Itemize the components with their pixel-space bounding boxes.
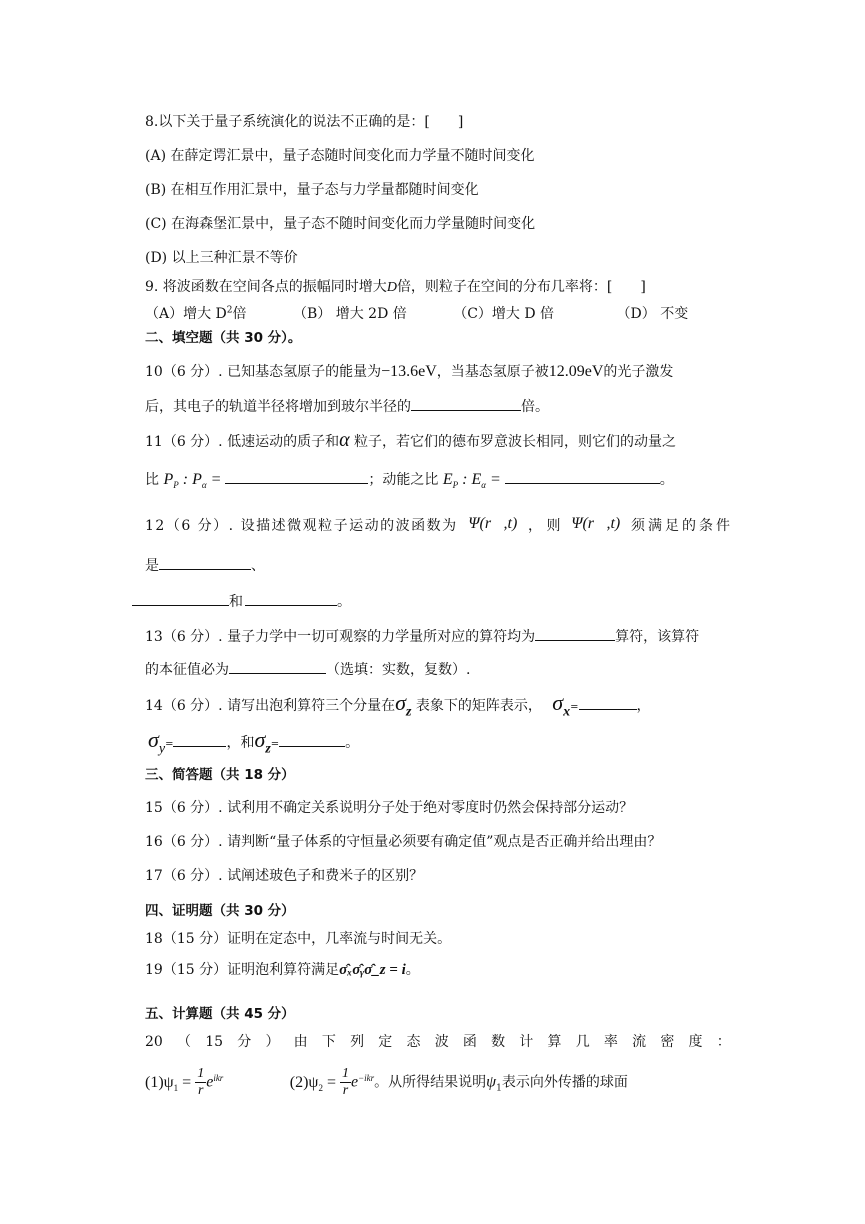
q20-tail-sub: 1 — [496, 1083, 502, 1094]
q9-stem-b: 倍，则粒子在空间的分布几率将：[ ] — [396, 279, 646, 295]
q14-sigma-x — [552, 690, 571, 720]
q20-word: 15 — [205, 1034, 224, 1050]
q11-eq-1: = — [206, 471, 226, 488]
q20-word: 定 — [378, 1034, 393, 1050]
q14-and: ，和 — [226, 735, 255, 751]
q10-energy-2: 12.09eV — [548, 363, 604, 380]
q14-sigma-y — [148, 727, 166, 757]
q9-option-c: （C）增大 D 倍 — [453, 305, 555, 322]
q12-text-c: 须满足的条件 — [630, 518, 733, 534]
q20-tail-a: 。从所得结果说明 — [374, 1074, 487, 1091]
q10-line1 — [145, 362, 673, 382]
q13-text-b: 算符，该算符 — [615, 629, 700, 645]
q20-word: 数 — [491, 1034, 506, 1050]
q20-word: 分 — [237, 1034, 252, 1050]
q12-text-a: 12（6 分）. 设描述微观粒子运动的波函数为 — [145, 518, 458, 534]
q13-text-d: （选填：实数，复数）. — [326, 662, 471, 678]
q20-word: 波 — [434, 1034, 449, 1050]
q14-line2 — [148, 727, 360, 759]
q13-blank-2[interactable] — [229, 659, 326, 674]
q20-line1 — [145, 1032, 731, 1052]
q9-options — [145, 300, 688, 324]
q10-text-c: 的光子激发 — [603, 364, 674, 380]
q20-word: ） — [265, 1034, 280, 1050]
q11-p1-sub: P — [173, 480, 179, 491]
q12-text-d: 是 — [145, 558, 159, 574]
q9-option-a-pre: （A）增大 D — [145, 305, 227, 322]
q11-e1: E — [442, 471, 453, 488]
q20-word: 20 — [145, 1034, 163, 1050]
q18: 18（15 分）证明在定态中，几率流与时间无关。 — [145, 931, 452, 947]
q14-sigma-y-symbol: σ — [148, 727, 159, 752]
q8-option-d: (D) 以上三种汇景不等价 — [145, 250, 298, 266]
q9-option-d: （D） 不变 — [616, 305, 689, 322]
q10-text-e: 倍。 — [521, 399, 549, 415]
q11-energy-ratio — [442, 471, 505, 491]
q14-text-b: 表象下的矩阵表示， — [415, 698, 542, 714]
q13-line2 — [145, 659, 470, 680]
q8-option-b: (B) 在相互作用汇景中，量子态与力学量都随时间变化 — [145, 182, 479, 198]
q19-text-a: 19（15 分）证明泡利算符满足 — [145, 962, 340, 978]
q10-line2 — [145, 396, 549, 417]
q12-psi-2: Ψ(r⃗,t) — [571, 515, 621, 532]
q12-line2 — [145, 555, 265, 576]
q11-eq-2: = — [485, 471, 505, 488]
q14-eq-y: = — [165, 739, 174, 750]
q14-sigma-z — [395, 690, 412, 720]
q11-e2-sub: α — [481, 480, 486, 491]
q11-line2 — [145, 469, 674, 495]
q10-text-b: ，当基态氢原子被 — [436, 364, 549, 380]
q20-frac-1-num: 1 — [197, 1066, 205, 1082]
q9-option-a — [145, 306, 247, 322]
q8-option-a: (A) 在薛定谔汇景中，量子态随时间变化而力学量不随时间变化 — [145, 148, 535, 164]
q14-sigma-x-blank[interactable] — [579, 695, 637, 710]
q20-eq-1: = — [178, 1073, 196, 1091]
q20-fraction-2 — [340, 1066, 351, 1099]
q12-blank-2[interactable] — [132, 591, 229, 606]
q20-word: 算 — [547, 1034, 562, 1050]
q12-line1 — [145, 515, 733, 535]
q20-word: 列 — [350, 1034, 365, 1050]
q13-blank-1[interactable] — [535, 626, 615, 641]
q14-sigma-z-symbol: σ — [395, 690, 406, 715]
q20-word: 下 — [321, 1034, 336, 1050]
section-2-title: 二、填空题（共 30 分）。 — [145, 330, 302, 346]
q11-text-d: ；动能之比 — [368, 472, 439, 488]
q11-colon-1: : — [178, 471, 193, 488]
section-5-title: 五、计算题（共 45 分） — [145, 1006, 295, 1022]
q12-text-f: 和 — [229, 594, 243, 610]
q11-p1: P — [163, 471, 174, 488]
q10-answer-blank[interactable] — [411, 396, 521, 411]
q8-option-c: (C) 在海森堡汇景中，量子态不随时间变化而力学量随时间变化 — [145, 216, 536, 232]
q12-text-b: ， 则 — [528, 518, 561, 534]
q14-sigma-x-sub: x — [563, 704, 571, 720]
q13-line1 — [145, 626, 699, 647]
q20-eq-2: = — [322, 1073, 340, 1091]
q12-text-g: 。 — [337, 594, 351, 610]
section-4-title: 四、证明题（共 30 分） — [145, 903, 295, 919]
q20-f2-sub: 2 — [318, 1082, 323, 1093]
q14-sigma-z-sub: z — [405, 704, 412, 720]
q12-blank-3[interactable] — [245, 591, 337, 606]
q9-stem-a: 9. 将波函数在空间各点的振幅同时增大 — [145, 279, 387, 295]
q20-fraction-1 — [195, 1066, 206, 1099]
q20-frac-2-num: 1 — [341, 1066, 349, 1082]
q14-end: 。 — [345, 735, 360, 751]
q17: 17（6 分）. 试阐述玻色子和费米子的区别？ — [145, 868, 424, 884]
q13-text-c: 的本征值必为 — [145, 662, 229, 678]
q20-word: （ — [177, 1034, 192, 1050]
q14-sigma-z-2-sub: z — [265, 741, 271, 757]
q11-text-b: 粒子，若它们的德布罗意波长相同，则它们的动量之 — [354, 434, 677, 450]
q11-momentum-ratio — [163, 471, 226, 491]
q20-formula-2 — [290, 1074, 340, 1091]
q20-formula-1 — [145, 1074, 195, 1091]
q14-sigma-z-2 — [254, 727, 271, 757]
q11-colon-2: : — [458, 471, 472, 488]
q20-f2-label: (2)ψ — [289, 1073, 319, 1091]
q20-e-1: e — [206, 1073, 214, 1091]
q20-tail-psi: ψ — [486, 1073, 497, 1091]
q20-exp-1: ikr — [213, 1073, 224, 1083]
q12-text-e: 、 — [251, 558, 265, 574]
q14-sigma-y-blank[interactable] — [173, 732, 226, 747]
q14-sigma-x-symbol: σ — [552, 690, 564, 715]
q16: 16（6 分）. 请判断“量子体系的守恒量必须要有确定值”观点是否正确并给出理由？ — [145, 834, 662, 850]
q20-word: 率 — [603, 1034, 618, 1050]
q14-sigma-z-2-symbol: σ — [254, 727, 266, 752]
q15: 15（6 分）. 试利用不确定关系说明分子处于绝对零度时仍然会保持部分运动？ — [145, 800, 634, 816]
q14-sigma-z-blank[interactable] — [279, 732, 345, 747]
q14-line1 — [145, 690, 651, 722]
q20-word: 度 — [688, 1034, 703, 1050]
q11-e2: E — [471, 471, 482, 488]
q12-line3 — [132, 591, 351, 612]
q14-sigma-y-sub: y — [158, 741, 166, 757]
q20-word: 函 — [462, 1034, 477, 1050]
q20-word: ： — [716, 1034, 731, 1050]
q20-tail-b: 表示向外传播的球面 — [501, 1074, 628, 1091]
q10-energy-1: −13.6eV — [381, 363, 437, 380]
q20-word: 计 — [519, 1034, 534, 1050]
q19 — [145, 960, 420, 980]
q11-momentum-blank[interactable] — [225, 469, 368, 484]
q9-option-a-sup: 2 — [226, 305, 233, 315]
q11-p2-sub: α — [201, 480, 207, 491]
q11-energy-blank[interactable] — [505, 469, 660, 484]
q20-frac-1-den: r — [197, 1083, 204, 1099]
q9-stem-var: D — [386, 280, 397, 295]
q19-formula: σ̂ₓσ̂ᵧσ̂_z = i — [339, 962, 406, 978]
q20-word: 态 — [406, 1034, 421, 1050]
q12-psi-1: Ψ(r⃗,t) — [468, 515, 518, 532]
q11-text-a: 11（6 分）. 低速运动的质子和 — [145, 434, 340, 450]
q20-word: 密 — [660, 1034, 675, 1050]
q9-stem — [145, 277, 646, 298]
q14-comma: ， — [636, 698, 651, 714]
q20-e-2: e — [350, 1073, 359, 1091]
q10-text-a: 10（6 分）. 已知基态氢原子的能量为 — [145, 364, 382, 380]
q11-alpha: α — [339, 429, 350, 451]
q14-eq-z: = — [270, 739, 280, 750]
q20-word: 流 — [632, 1034, 647, 1050]
q20-word: 几 — [575, 1034, 590, 1050]
q19-end: 。 — [405, 962, 420, 978]
q8-stem: 8.以下关于量子系统演化的说法不正确的是：[ ] — [145, 114, 464, 130]
q14-eq-x: = — [570, 702, 579, 713]
q11-p2: P — [192, 471, 202, 488]
q11-end: 。 — [659, 472, 674, 488]
q9-option-a-post: 倍 — [232, 305, 247, 322]
q10-text-d: 后，其电子的轨道半径将增加到玻尔半径的 — [145, 399, 411, 415]
q20-word: 由 — [293, 1034, 308, 1050]
q20-f1-sub: 1 — [173, 1082, 179, 1093]
q20-line2 — [145, 1058, 628, 1108]
q12-blank-1[interactable] — [159, 555, 251, 570]
q13-text-a: 13（6 分）. 量子力学中一切可观察的力学量所对应的算符均为 — [145, 629, 536, 645]
q14-text-a: 14（6 分）. 请写出泡利算符三个分量在 — [145, 698, 396, 714]
section-3-title: 三、简答题（共 18 分） — [145, 767, 295, 783]
q20-frac-2-den: r — [342, 1083, 349, 1099]
q9-option-b: （B） 增大 2D 倍 — [292, 305, 407, 322]
q20-f1-label: (1)ψ — [145, 1073, 174, 1091]
q11-line1 — [145, 430, 676, 452]
q11-text-c: 比 — [145, 472, 159, 488]
q11-e1-sub: P — [452, 480, 459, 491]
q20-exp-2: −ikr — [358, 1073, 375, 1083]
